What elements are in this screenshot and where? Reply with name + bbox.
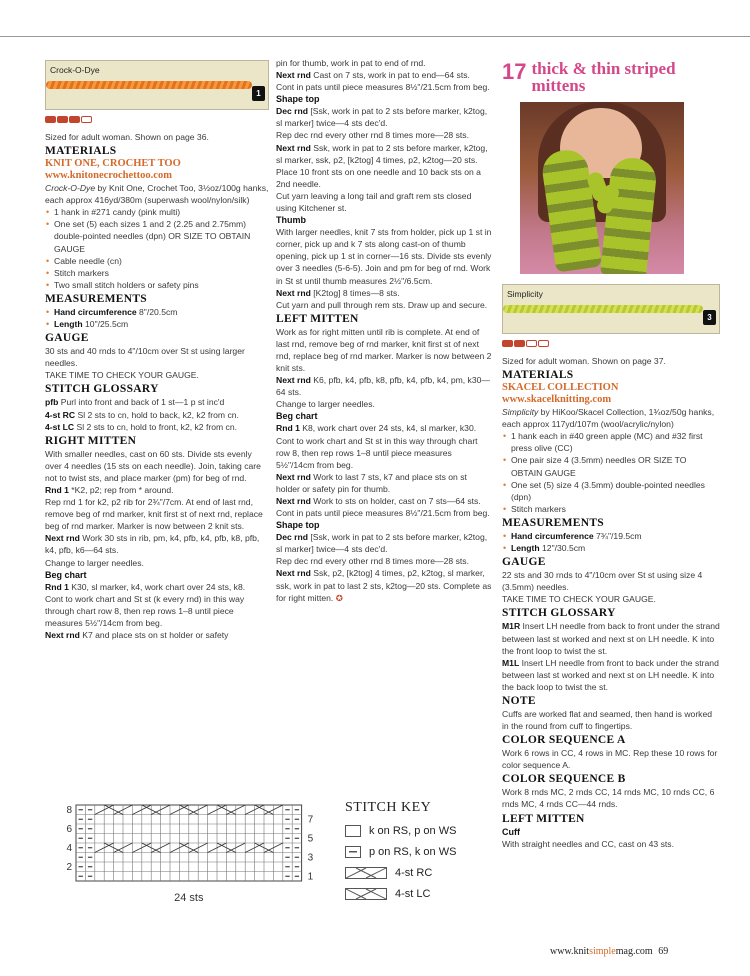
color-sequence-b-heading: COLOR SEQUENCE B	[502, 773, 626, 786]
yarn-swatch-label: Crock-O-Dye	[50, 65, 100, 75]
yarn-strand-image	[46, 81, 252, 89]
size-note: Sized for adult woman. Shown on page 37.	[502, 356, 666, 366]
difficulty-dot-icon	[526, 340, 537, 347]
difficulty-rating	[502, 340, 720, 347]
glossary-heading: STITCH GLOSSARY	[45, 383, 159, 396]
materials-item: • Stitch markers	[45, 267, 269, 279]
middle-column	[276, 57, 492, 604]
chart-row-label: 8	[66, 805, 72, 817]
instruction-paragraph: pin for thumb, work in pat to end of rnd.	[276, 58, 426, 68]
instruction-paragraph: Next rnd K6, pfb, k4, pfb, k8, pfb, k4, pfb, k4, pm, k30—64 sts.	[276, 375, 490, 398]
measurement-item: • Length 10"/25.5cm	[45, 318, 269, 330]
pattern-title	[502, 60, 720, 94]
measurements-heading: MEASUREMENTS	[45, 292, 148, 305]
materials-item: • One pair size 4 (3.5mm) needles OR SIZE TO OBTAIN GAUGE	[502, 454, 720, 478]
glossary-entry: pfb Purl into front and back of 1 st—1 p st inc'd	[45, 397, 225, 408]
measurements-list	[502, 530, 720, 554]
difficulty-dot-icon	[69, 116, 80, 123]
stitch-key-row	[345, 841, 505, 862]
chart-row-label: 7	[307, 814, 314, 826]
page-number: 69	[658, 946, 669, 957]
stitch-key-row	[345, 862, 505, 883]
materials-item: • 1 hank each in #40 green apple (MC) and #32 first press olive (CC)	[502, 430, 720, 454]
cuff-text: With straight needles and CC, cast on 43 sts.	[502, 838, 674, 849]
left-mitten-heading: LEFT MITTEN	[276, 312, 359, 325]
pattern-number: 17	[502, 59, 527, 84]
materials-item: • 1 hank in #271 candy (pink multi)	[45, 206, 269, 218]
instruction-paragraph: Cont in pats until piece measures 8½"/21.5cm from beg.	[276, 82, 490, 93]
materials-item: • One set (5) size 4 (3.5mm) double-pointed needles (dpn)	[502, 479, 720, 503]
yarn-swatch-label: Simplicity	[507, 289, 543, 299]
materials-list	[45, 206, 269, 291]
stitch-key-row	[345, 820, 505, 841]
instruction-paragraph: Next rnd [K2tog] 8 times—8 sts.	[276, 287, 400, 298]
glossary-entry: 4-st RC Sl 2 sts to cn, hold to back, k2, k2 from cn.	[45, 409, 239, 420]
yarn-swatch-crock-o-dye	[45, 60, 269, 110]
gauge-text: 30 sts and 40 rnds to 4"/10cm over St st using larger needles.	[45, 346, 245, 369]
instruction-paragraph: Work as for right mitten until rib is complete. At end of last rnd, remove beg of rnd marker, knit first st of next rnd, replace beg of rnd marker. Marker is now between 2 knit sts.	[276, 326, 492, 374]
left-cross-cable-icon	[345, 888, 387, 900]
measurement-item: • Hand circumference 7¾"/19.5cm	[502, 530, 720, 542]
beg-chart-heading: Beg chart	[276, 411, 318, 422]
difficulty-dot-icon	[502, 340, 513, 347]
mittens-photo	[520, 102, 684, 274]
chart-row-label: 2	[66, 862, 72, 874]
stitch-key	[345, 800, 505, 904]
note-text: Cuffs are worked flat and seamed, then hand is worked in the round from cuff to fingertips.	[502, 708, 713, 732]
instruction-paragraph: Next rnd Ssk, p2, [k2tog] 4 times, p2, k2tog, sl marker, ssk, work in pat to last 2 sts, k2tog—20 sts. Complete as for right mitten. ✪	[276, 568, 492, 603]
publisher-url: www.skacelknitting.com	[502, 394, 612, 406]
thumb-heading: Thumb	[276, 215, 306, 226]
instruction-paragraph: Cont to work chart and St st (k every rnd) in this way through chart row 8, then rep rows 1–8 until piece measures 5½"/14cm from beg.	[45, 593, 245, 628]
glossary-entry: M1R Insert LH needle from back to front under the strand between last st worked and next st on LH needle. K into the front loop to twist the st.	[502, 621, 720, 656]
right-mitten-heading: RIGHT MITTEN	[45, 434, 137, 447]
stitch-key-title: STITCH KEY	[345, 800, 432, 815]
instruction-paragraph: Place 10 front sts on one needle and 10 back sts on a 2nd needle.	[276, 166, 481, 189]
gauge-check: TAKE TIME TO CHECK YOUR GAUGE.	[45, 370, 199, 381]
footer-url-post: mag.com	[615, 946, 653, 957]
difficulty-dot-icon	[514, 340, 525, 347]
stitch-key-label: p on RS, k on WS	[369, 845, 457, 858]
gauge-heading: GAUGE	[502, 556, 546, 569]
footer-url-pre: www.knit	[550, 946, 590, 957]
instruction-paragraph: Cont in pats until piece measures 8½"/21.5cm from beg.	[276, 508, 490, 519]
pattern-title-text: thick & thin striped mittens	[531, 59, 676, 95]
instruction-paragraph: Next rnd Ssk, work in pat to 2 sts before marker, k2tog, sl marker, ssk, p2, [k2tog] 4 times, p2, k2tog—20 sts.	[276, 142, 488, 165]
measurement-item: • Hand circumference 8"/20.5cm	[45, 306, 269, 318]
chart-row-label: 4	[66, 843, 72, 855]
gauge-text: 22 sts and 30 rnds to 4"/10cm over St st using size 4 (3.5mm) needles.	[502, 570, 703, 593]
materials-list	[502, 430, 720, 515]
instruction-paragraph: Dec rnd [Ssk, work in pat to 2 sts before marker, k2tog, sl marker] twice—4 sts dec'd.	[276, 532, 488, 555]
materials-item: • Stitch markers	[502, 503, 720, 515]
end-mark-icon: ✪	[335, 592, 343, 603]
instruction-paragraph: Next rnd Cast on 7 sts, work in pat to end—64 sts.	[276, 70, 470, 81]
color-sequence-a-text: Work 6 rows in CC, 4 rows in MC. Rep these 10 rows for color sequence A.	[502, 748, 718, 771]
size-note: Sized for adult woman. Shown on page 36.	[45, 132, 209, 142]
materials-item: • Cable needle (cn)	[45, 255, 269, 267]
beg-chart-heading: Beg chart	[45, 569, 87, 580]
instruction-paragraph: Rnd 1 K8, work chart over 24 sts, k4, sl marker, k30.	[276, 423, 477, 434]
right-cross-cable-icon	[345, 867, 387, 879]
instruction-paragraph: Rnd 1 *K2, p2; rep from * around.	[45, 484, 174, 495]
page-footer	[550, 946, 668, 957]
instruction-paragraph: Cont to work chart and St st in this way through chart row 8, then rep rows 1–8 until piece measures 5½"/14cm from beg.	[276, 435, 478, 470]
yarn-weight-icon: 3	[703, 310, 716, 325]
instruction-paragraph: With smaller needles, cast on 60 sts. Divide sts evenly over 4 needles (15 sts on each needle). Join, taking care not to twist sts, and place marker (pm) for beg of rnd.	[45, 448, 261, 483]
yarn-description: Crock-O-Dye by Knit One, Crochet Too, 3½oz/100g hanks, each approx 416yd/380m (superwash wool/nylon/silk)	[45, 183, 269, 206]
instruction-paragraph: Rep dec rnd every other rnd 8 times more—28 sts.	[276, 556, 469, 567]
instruction-paragraph: With larger needles, knit 7 sts from holder, pick up 1 st in corner, pick up and k 7 sts along cast-on of thumb opening, pick up 1 st in corner—16 sts. Divide sts evenly over 3 needles (5-6-5). Join and pm for beg of rnd. Work in St st until thumb measures 2½"/6.5cm.	[276, 227, 492, 286]
instruction-paragraph: Rnd 1 K30, sl marker, k4, work chart over 24 sts, k8.	[45, 581, 246, 592]
instruction-paragraph: Dec rnd [Ssk, work in pat to 2 sts before marker, k2tog, sl marker] twice—4 sts dec'd.	[276, 106, 488, 129]
materials-item: • One set (5) each sizes 1 and 2 (2.25 and 2.75mm) double-pointed needles (dpn) OR SIZE TO OBTAIN GAUGE	[45, 218, 269, 254]
instruction-paragraph: Next rnd Work to sts on holder, cast on 7 sts—64 sts.	[276, 496, 481, 506]
chart-row-label: 6	[66, 824, 72, 836]
left-column	[45, 60, 269, 641]
chart-caption: 24 sts	[174, 892, 204, 904]
knit-stitch-icon	[345, 825, 361, 837]
glossary-entry: M1L Insert LH needle from front to back under the strand between last st worked and next st on LH needle. K into the back loop to twist the st.	[502, 657, 719, 692]
gauge-check: TAKE TIME TO CHECK YOUR GAUGE.	[502, 594, 656, 605]
stitch-chart	[58, 803, 358, 913]
instruction-paragraph: Cut yarn and pull through rem sts. Draw up and secure.	[276, 299, 488, 310]
difficulty-dot-icon	[81, 116, 92, 123]
left-mitten-heading: LEFT MITTEN	[502, 812, 585, 825]
instruction-paragraph: Change to larger needles.	[45, 557, 144, 568]
measurement-item: • Length 12"/30.5cm	[502, 542, 720, 554]
glossary-heading: STITCH GLOSSARY	[502, 607, 616, 620]
cuff-heading: Cuff	[502, 826, 520, 837]
instruction-paragraph: Next rnd Work to last 7 sts, k7 and place sts on st holder or safety pin for thumb.	[276, 471, 467, 494]
yarn-weight-icon: 1	[252, 86, 265, 101]
difficulty-dot-icon	[57, 116, 68, 123]
stitch-key-label: 4-st RC	[395, 866, 433, 879]
instruction-paragraph: Next rnd K7 and place sts on st holder or safety	[45, 630, 229, 640]
instruction-paragraph: Next rnd Work 30 sts in rib, pm, k4, pfb, k4, pfb, k8, pfb, k4, pfb, k6—64 sts.	[45, 533, 260, 556]
stitch-key-label: k on RS, p on WS	[369, 824, 457, 837]
shape-top-heading: Shape top	[276, 520, 320, 531]
instruction-paragraph: Change to larger needles.	[276, 399, 375, 410]
materials-heading: MATERIALS	[502, 369, 574, 382]
color-sequence-b-text: Work 8 rnds MC, 2 rnds CC, 14 rnds MC, 10 rnds CC, 6 rnds MC, 4 rnds CC—44 rnds.	[502, 787, 715, 810]
purl-stitch-icon	[345, 846, 361, 858]
materials-item: • Two small stitch holders or safety pins	[45, 279, 269, 291]
materials-heading: MATERIALS	[45, 145, 117, 158]
shape-top-heading: Shape top	[276, 94, 320, 105]
publisher-name: KNIT ONE, CROCHET TOO	[45, 158, 181, 170]
gauge-heading: GAUGE	[45, 332, 89, 345]
glossary-entry: 4-st LC Sl 2 sts to cn, hold to front, k2, k2 from cn.	[45, 421, 238, 432]
note-heading: NOTE	[502, 694, 536, 707]
stitch-key-label: 4-st LC	[395, 887, 431, 900]
chart-row-label: 3	[307, 852, 314, 864]
difficulty-dot-icon	[45, 116, 56, 123]
footer-url-mag: simple	[589, 946, 616, 957]
yarn-description: Simplicity by HiKoo/Skacel Collection, 1¾oz/50g hanks, each approx 117yd/107m (wool/acrylic/nylon)	[502, 407, 715, 430]
measurements-heading: MEASUREMENTS	[502, 516, 605, 529]
difficulty-rating	[45, 116, 269, 123]
top-rule	[0, 36, 750, 37]
yarn-swatch-simplicity	[502, 284, 720, 334]
publisher-url: www.knitonecrochettoo.com	[45, 170, 172, 182]
difficulty-dot-icon	[538, 340, 549, 347]
yarn-strand-image	[503, 305, 703, 313]
instruction-paragraph: Cut yarn leaving a long tail and graft rem sts closed using Kitchener st.	[276, 190, 472, 214]
color-sequence-a-heading: COLOR SEQUENCE A	[502, 734, 626, 747]
chart-row-label: 5	[307, 833, 314, 845]
instruction-paragraph: Rep rnd 1 for k2, p2 rib for 2¾"/7cm. At end of last rnd, remove beg of rnd marker, knit first st of next rnd, replace beg of rnd marker. Marker is now between 2 knit sts.	[45, 497, 263, 532]
chart-row-label: 1	[307, 871, 314, 883]
instruction-paragraph: Rep dec rnd every other rnd 8 times more—28 sts.	[276, 130, 469, 141]
publisher-name: SKACEL COLLECTION	[502, 382, 619, 394]
measurements-list	[45, 306, 269, 330]
stitch-key-row	[345, 883, 505, 904]
right-column	[502, 60, 720, 850]
